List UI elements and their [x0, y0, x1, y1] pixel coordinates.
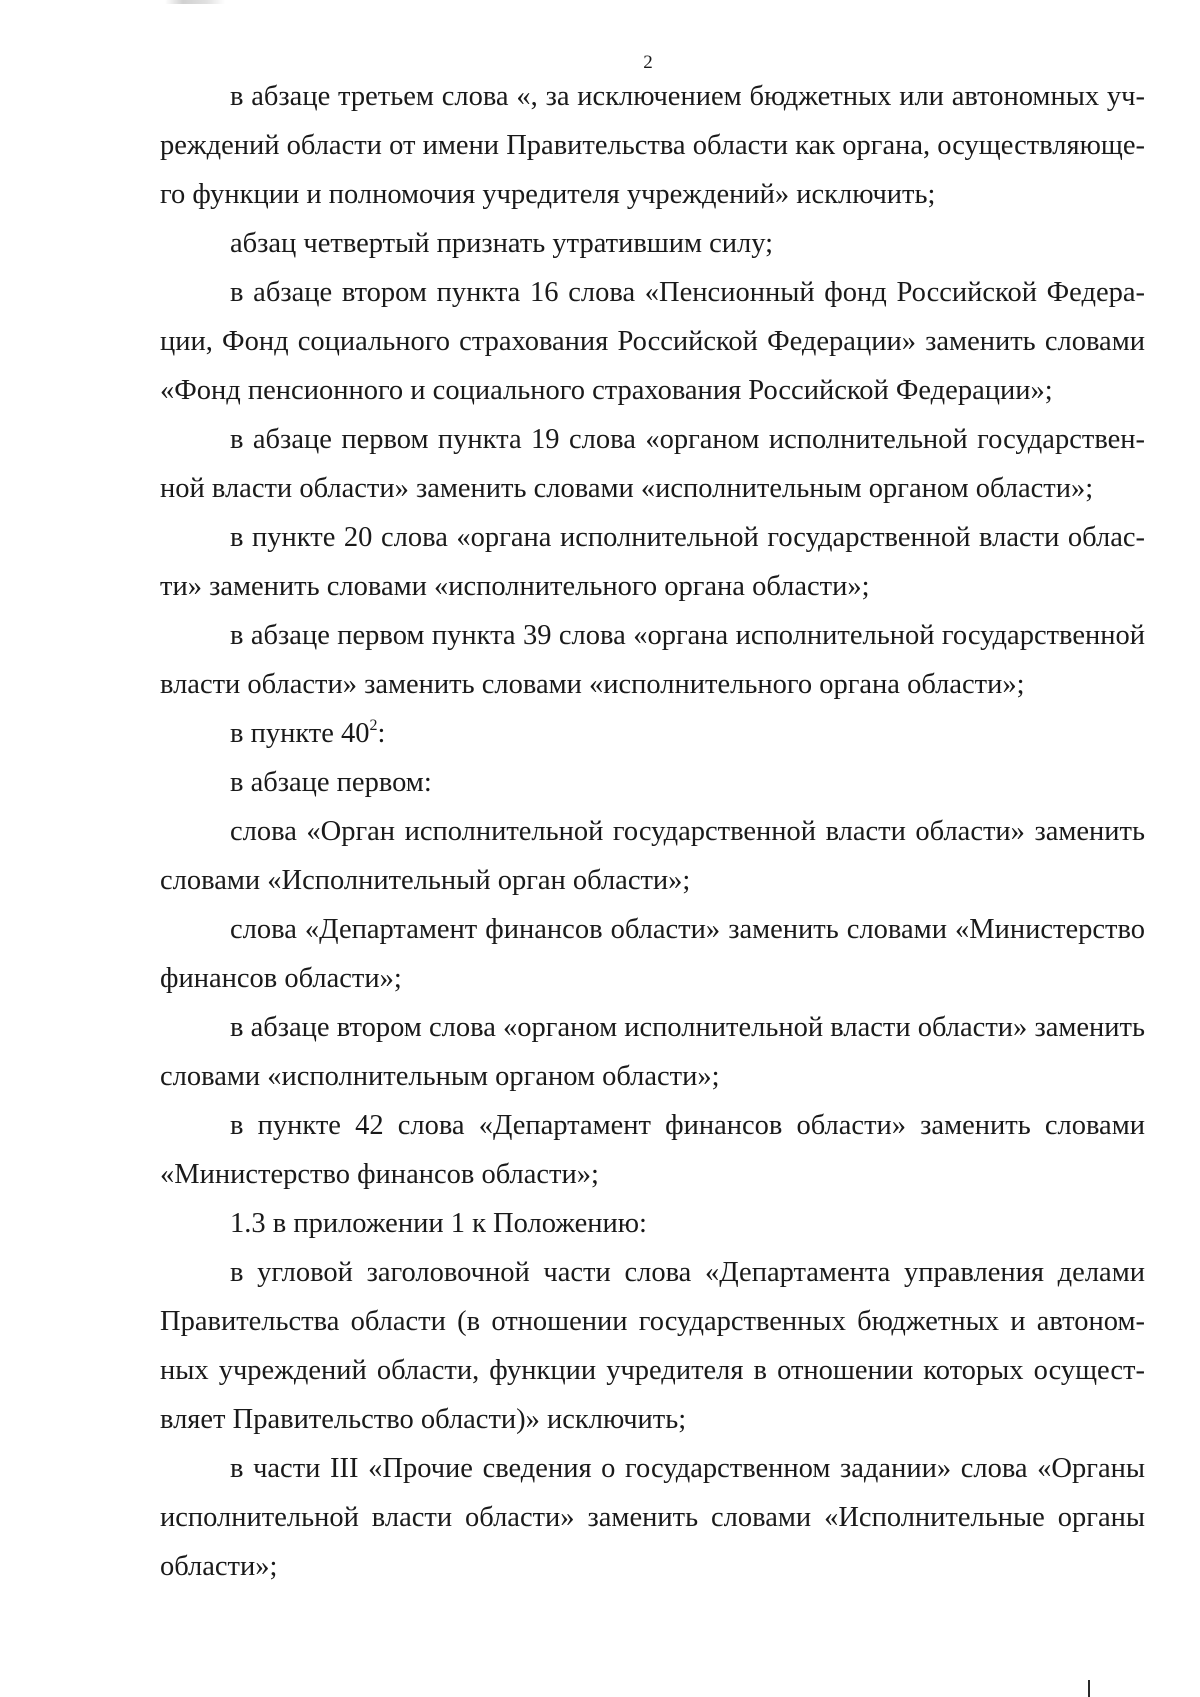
paragraph-line: словами «исполнительным органом области»;: [160, 1061, 720, 1092]
paragraph-line: в абзаце третьем слова «, за исключением бюджетных или автономных уч-: [230, 81, 1145, 112]
paragraph-line: власти области» заменить словами «исполнительного органа области»;: [160, 669, 1025, 700]
document-body: [160, 72, 1145, 1591]
line-text: в пункте 40: [230, 718, 370, 749]
paragraph-line: в абзаце первом пункта 19 слова «органом исполнительной государствен-: [230, 424, 1145, 455]
paragraph-line: в угловой заголовочной части слова «Департамента управления делами: [230, 1257, 1145, 1288]
paragraph-line: слова «Департамент финансов области» заменить словами «Министерство: [230, 914, 1145, 945]
paragraph-line: в абзаце втором пункта 16 слова «Пенсионный фонд Российской Федера-: [230, 277, 1145, 308]
paragraph-line: в абзаце первом пункта 39 слова «органа исполнительной государственной: [230, 620, 1145, 651]
paragraph-line: словами «Исполнительный орган области»;: [160, 865, 691, 896]
paragraph-line: реждений области от имени Правительства области как органа, осуществляюще-: [160, 130, 1145, 161]
paragraph-line: в абзаце первом:: [230, 767, 432, 798]
paragraph-line: го функции и полномочия учредителя учреждений» исключить;: [160, 179, 936, 210]
paragraph-line: в абзаце втором слова «органом исполнительной власти области» заменить: [230, 1012, 1145, 1043]
scan-artifact: [165, 0, 225, 4]
paragraph-line: в пункте 20 слова «органа исполнительной государственной власти облас-: [230, 522, 1145, 553]
paragraph-line: области»;: [160, 1551, 278, 1582]
paragraph-line: Правительства области (в отношении государственных бюджетных и автоном-: [160, 1306, 1145, 1337]
paragraph-line: в части III «Прочие сведения о государственном задании» слова «Органы: [230, 1453, 1145, 1484]
paragraph-line: финансов области»;: [160, 963, 402, 994]
paragraph-line: «Фонд пенсионного и социального страхования Российской Федерации»;: [160, 375, 1053, 406]
scan-edge-mark: [1088, 1680, 1090, 1697]
paragraph-line: ной власти области» заменить словами «исполнительным органом области»;: [160, 473, 1094, 504]
paragraph-line: [160, 709, 1145, 758]
paragraph-line: ных учреждений области, функции учредителя в отношении которых осущест-: [160, 1355, 1145, 1386]
paragraph-line: 1.3 в приложении 1 к Положению:: [230, 1208, 647, 1239]
page-number: 2: [643, 52, 653, 73]
paragraph-line: абзац четвертый признать утратившим силу;: [230, 228, 774, 259]
paragraph-line: ти» заменить словами «исполнительного органа области»;: [160, 571, 870, 602]
paragraph-line: в пункте 42 слова «Департамент финансов области» заменить словами: [230, 1110, 1145, 1141]
paragraph-line: вляет Правительство области)» исключить;: [160, 1404, 687, 1435]
line-tail: :: [377, 718, 386, 749]
paragraph-line: «Министерство финансов области»;: [160, 1159, 599, 1190]
superscript: 2: [369, 716, 378, 734]
paragraph-line: исполнительной власти области» заменить словами «Исполнительные органы: [160, 1502, 1145, 1533]
paragraph-line: ции, Фонд социального страхования Российской Федерации» заменить словами: [160, 326, 1145, 357]
paragraph-line: слова «Орган исполнительной государственной власти области» заменить: [230, 816, 1145, 847]
